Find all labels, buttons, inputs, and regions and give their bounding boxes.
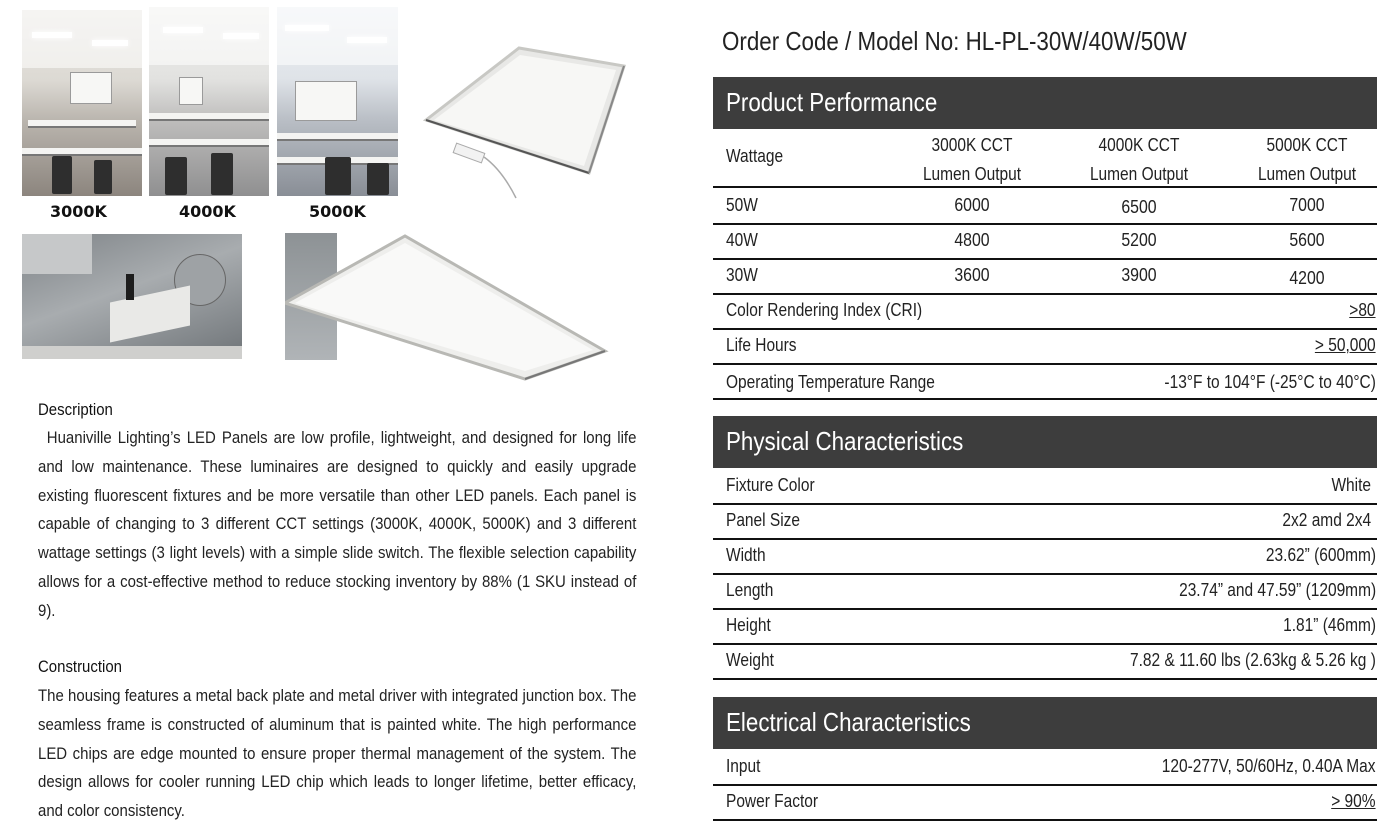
- performance-column-header: [713, 129, 1377, 188]
- photo-classroom-4000k: [149, 7, 269, 196]
- photo-classroom-3000k: [22, 10, 142, 196]
- photo-led-panel: [412, 40, 632, 205]
- life-hours-row: Life Hours > 50,000: [713, 328, 1377, 365]
- construction-heading: Construction: [38, 657, 122, 676]
- table-row: Width 23.62” (600mm): [713, 538, 1377, 575]
- table-row: 50W 6000 6500 7000: [713, 188, 1377, 225]
- performance-header: Product Performance: [713, 77, 1377, 129]
- caption-4000k: 4000K: [179, 202, 236, 221]
- table-row: Panel Size 2x2 amd 2x4: [713, 503, 1377, 540]
- electrical-header: Electrical Characteristics: [713, 697, 1377, 749]
- temperature-row: Operating Temperature Range -13°F to 104°F (-25°C to 40°C): [713, 363, 1377, 400]
- caption-3000k: 3000K: [50, 202, 107, 221]
- col-5000k: 5000K CCT Lumen Output: [1257, 135, 1357, 184]
- table-row: Fixture Color White: [713, 468, 1377, 505]
- description-text: Huaniville Lighting’s LED Panels are low profile, lightweight, and designed for long life and low maintenance. These luminaires are designed to quickly and easily upgrade existing fluorescent fixtures and be more versatile than other LED panels. Each panel is capable of changing to 3 different CCT settings (3000K, 4000K, 5000K) and 3 different wattage settings (3 light levels) with a simple slide switch. The flexible selection capability allows for a cost-effective method to reduce stocking inventory by 88% (1 SKU instead of 9).: [38, 428, 637, 620]
- cri-row: Color Rendering Index (CRI) >80: [713, 293, 1377, 330]
- table-row: Length 23.74” and 47.59” (1209mm): [713, 573, 1377, 610]
- order-code-title: Order Code / Model No: HL-PL-30W/40W/50W: [722, 26, 1187, 56]
- photo-panel-angle-shape: [285, 233, 610, 383]
- photo-driver-switch: [22, 234, 242, 359]
- wattage-label: Wattage: [726, 146, 784, 166]
- table-row: Input 120-277V, 50/60Hz, 0.40A Max: [713, 749, 1377, 786]
- physical-header: Physical Characteristics: [713, 416, 1377, 468]
- col-3000k: 3000K CCT Lumen Output: [922, 135, 1022, 184]
- table-row: Height 1.81” (46mm): [713, 608, 1377, 645]
- table-row: 30W 3600 3900 4200: [713, 258, 1377, 295]
- description-heading: Description: [38, 400, 113, 419]
- col-4000k: 4000K CCT Lumen Output: [1089, 135, 1189, 184]
- construction-text: The housing features a metal back plate and metal driver with integrated junction box. The seamless frame is constructed of aluminum that is painted white. The high performance LED chips are edge mounted to ensure proper thermal management of the system. The design allows for cooler running LED chip which leads to longer lifetime, better efficacy, and color consistency.: [38, 686, 637, 821]
- table-row: 40W 4800 5200 5600: [713, 223, 1377, 260]
- caption-5000k: 5000K: [309, 202, 366, 221]
- table-row: Power Factor > 90%: [713, 784, 1377, 821]
- table-row: Weight 7.82 & 11.60 lbs (2.63kg & 5.26 kg ): [713, 643, 1377, 680]
- photo-classroom-5000k: [277, 7, 398, 196]
